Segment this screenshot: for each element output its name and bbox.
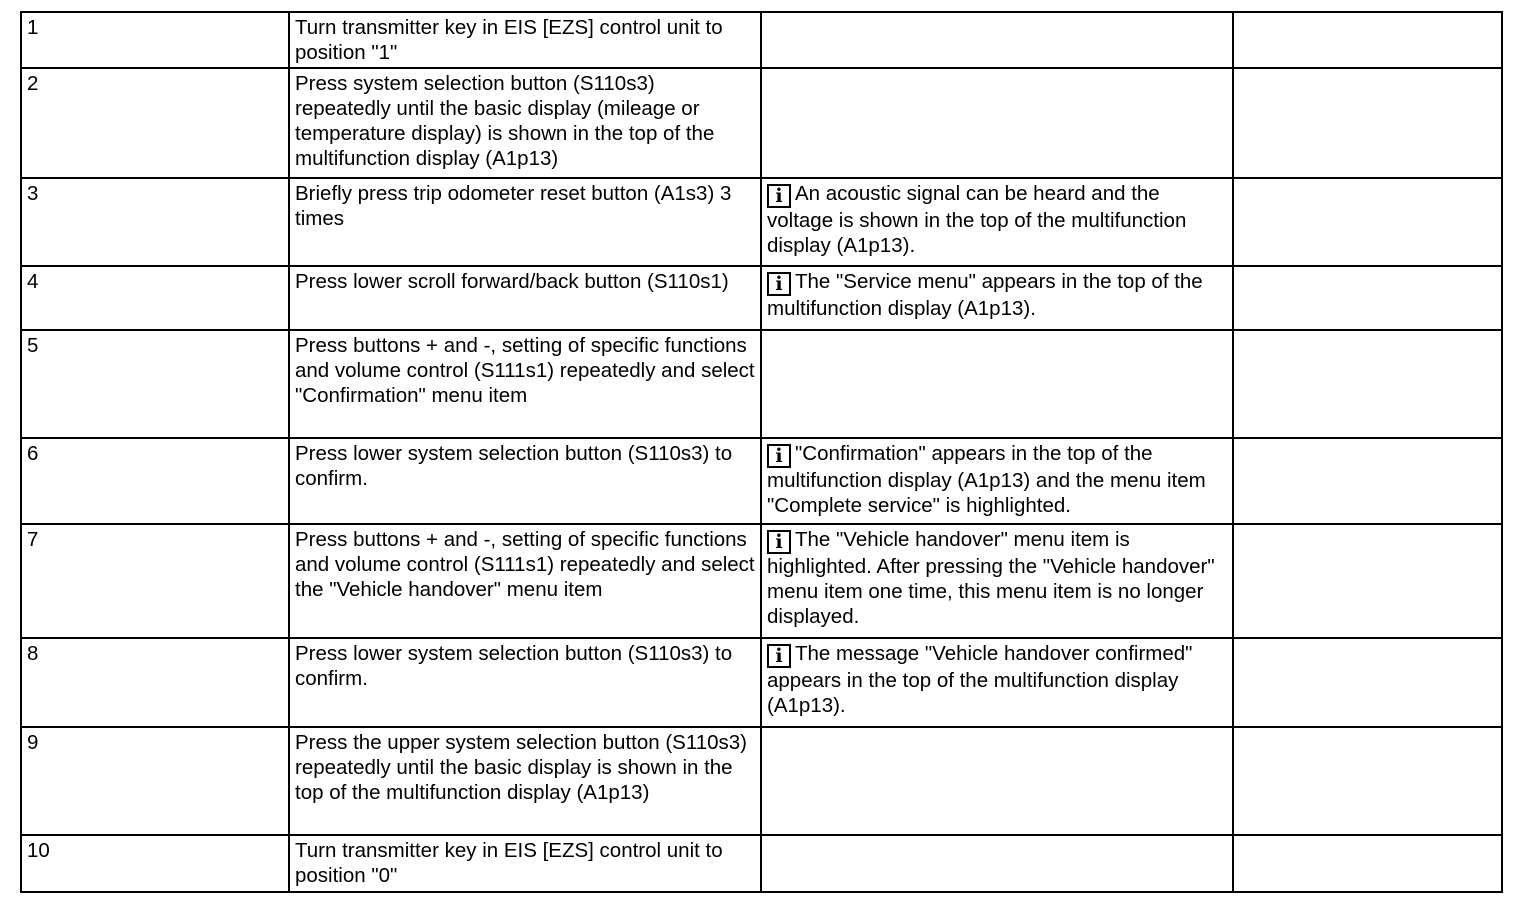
step-extra: [1233, 524, 1502, 638]
step-action: Press buttons + and -, setting of specific functions and volume control (S111s1) repeatedly and select "Confirmation" menu item: [289, 330, 761, 438]
step-extra: [1233, 727, 1502, 835]
step-number: 8: [21, 638, 289, 727]
step-result-text: The message "Vehicle handover confirmed" appears in the top of the multifunction display (A1p13).: [767, 642, 1193, 717]
step-extra: [1233, 438, 1502, 524]
step-extra: [1233, 178, 1502, 266]
step-extra: [1233, 68, 1502, 178]
step-action: Press lower scroll forward/back button (S110s1): [289, 266, 761, 330]
step-action: Turn transmitter key in EIS [EZS] control unit to position "1": [289, 12, 761, 68]
table-row: [21, 638, 1502, 727]
step-result-text: The "Vehicle handover" menu item is highlighted. After pressing the "Vehicle handover" menu item one time, this menu item is no longer displayed.: [767, 528, 1215, 628]
table-row: [21, 524, 1502, 638]
step-result: [761, 638, 1233, 727]
step-number: 4: [21, 266, 289, 330]
info-icon: i: [767, 272, 791, 296]
step-result: [761, 266, 1233, 330]
step-number: 2: [21, 68, 289, 178]
step-extra: [1233, 12, 1502, 68]
step-action: Turn transmitter key in EIS [EZS] control unit to position "0": [289, 835, 761, 892]
table-row: [21, 12, 1502, 68]
step-action: Press lower system selection button (S110s3) to confirm.: [289, 438, 761, 524]
step-result: [761, 727, 1233, 835]
step-number: 1: [21, 12, 289, 68]
info-icon: i: [767, 644, 791, 668]
step-number: 5: [21, 330, 289, 438]
table-row: [21, 178, 1502, 266]
step-number: 7: [21, 524, 289, 638]
step-result: [761, 178, 1233, 266]
step-result: [761, 438, 1233, 524]
step-number: 6: [21, 438, 289, 524]
step-result-text: An acoustic signal can be heard and the voltage is shown in the top of the multifunction display (A1p13).: [767, 182, 1187, 257]
step-number: 9: [21, 727, 289, 835]
table-row: [21, 835, 1502, 892]
step-result: [761, 524, 1233, 638]
step-extra: [1233, 330, 1502, 438]
step-result-text: The "Service menu" appears in the top of the multifunction display (A1p13).: [767, 270, 1203, 320]
step-number: 3: [21, 178, 289, 266]
step-action: Briefly press trip odometer reset button (A1s3) 3 times: [289, 178, 761, 266]
step-result: [761, 835, 1233, 892]
table-row: [21, 330, 1502, 438]
step-number: 10: [21, 835, 289, 892]
step-result: [761, 12, 1233, 68]
step-result-text: "Confirmation" appears in the top of the multifunction display (A1p13) and the menu item "Complete service" is highlighted.: [767, 442, 1206, 517]
info-icon: i: [767, 444, 791, 468]
table-row: [21, 266, 1502, 330]
step-action: Press system selection button (S110s3) repeatedly until the basic display (mileage or temperature display) is shown in the top of the multifunction display (A1p13): [289, 68, 761, 178]
step-extra: [1233, 835, 1502, 892]
step-result: [761, 330, 1233, 438]
step-action: Press the upper system selection button (S110s3) repeatedly until the basic display is shown in the top of the multifunction display (A1p13): [289, 727, 761, 835]
info-icon: i: [767, 530, 791, 554]
table-row: [21, 438, 1502, 524]
step-action: Press buttons + and -, setting of specific functions and volume control (S111s1) repeatedly and select the "Vehicle handover" menu item: [289, 524, 761, 638]
table-row: [21, 727, 1502, 835]
step-extra: [1233, 266, 1502, 330]
step-action: Press lower system selection button (S110s3) to confirm.: [289, 638, 761, 727]
step-extra: [1233, 638, 1502, 727]
table-row: [21, 68, 1502, 178]
info-icon: i: [767, 184, 791, 208]
step-result: [761, 68, 1233, 178]
procedure-steps-table: [20, 11, 1503, 893]
